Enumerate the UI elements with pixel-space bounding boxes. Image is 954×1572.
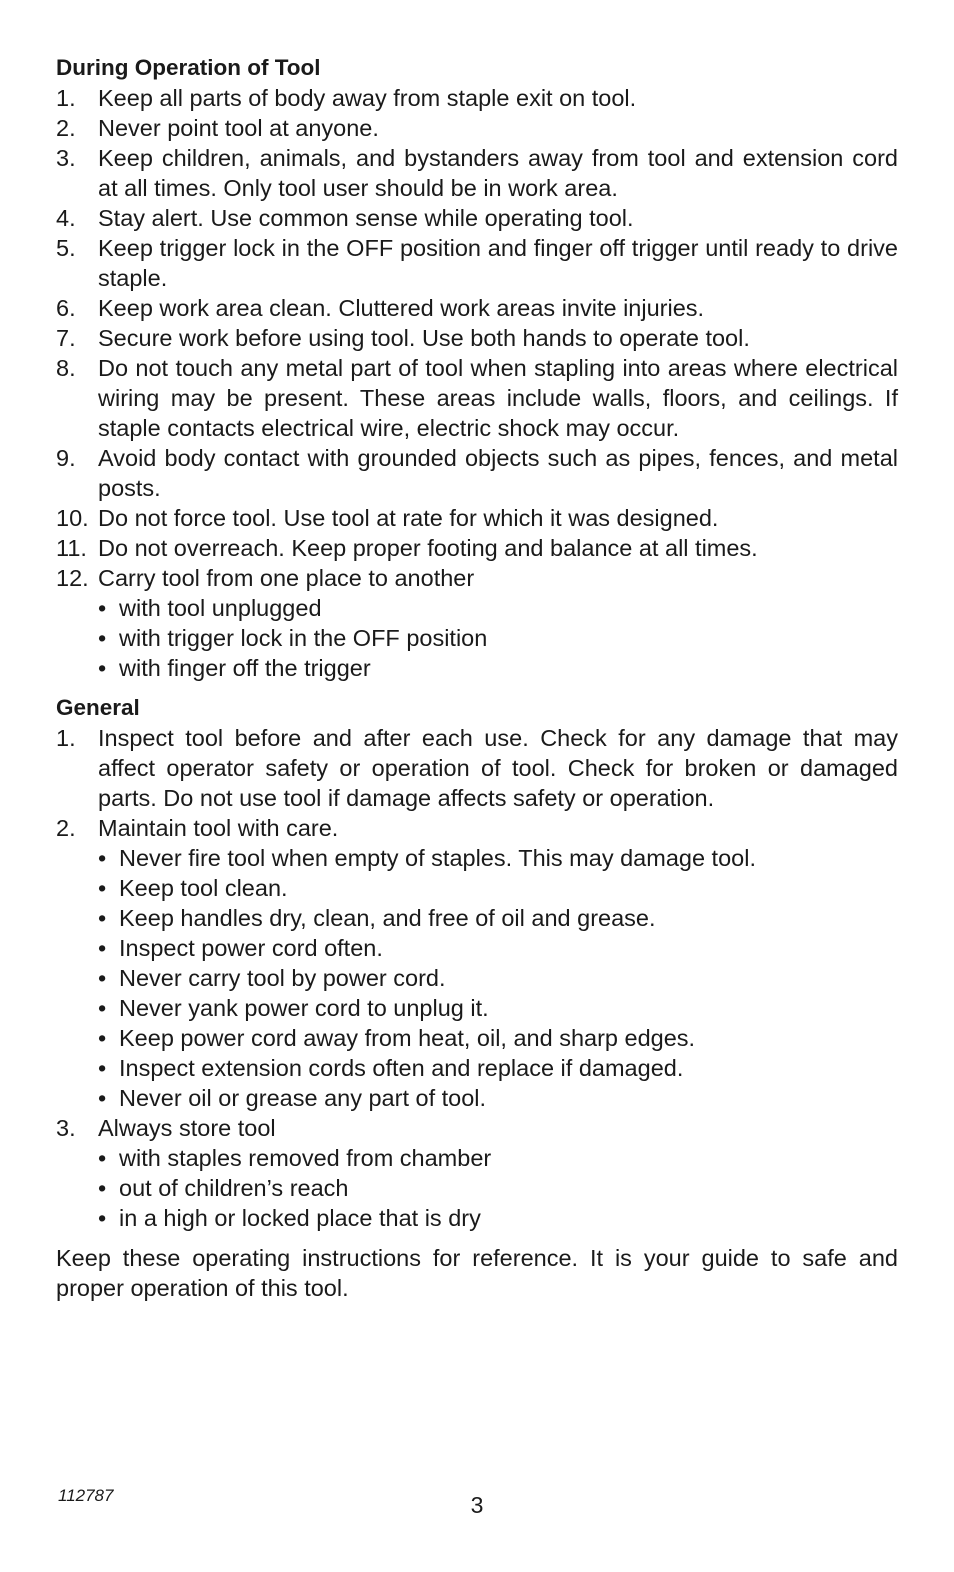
bullet-mark: • — [98, 965, 107, 991]
list-item-number: 5. — [56, 235, 76, 261]
list-item-number: 1. — [56, 85, 76, 111]
bullet-text: Inspect extension cords often and replace if damaged. — [119, 1055, 684, 1081]
bullet-mark: • — [98, 1145, 107, 1171]
list-item-number: 8. — [56, 355, 76, 381]
list-item-text: Do not overreach. Keep proper footing and balance at all times. — [98, 535, 758, 561]
bullet-item — [56, 1173, 898, 1203]
bullet-mark: • — [98, 1025, 107, 1051]
list-item — [56, 293, 898, 323]
bullet-item — [56, 993, 898, 1023]
bullet-text: out of children’s reach — [119, 1175, 349, 1201]
list-item-number: 10. — [56, 505, 89, 531]
list-item-number: 4. — [56, 205, 76, 231]
bullet-mark: • — [98, 905, 107, 931]
list-item-number: 2. — [56, 815, 76, 841]
bullet-text: Never oil or grease any part of tool. — [119, 1085, 487, 1111]
bullet-item — [56, 873, 898, 903]
list-item-number: 11. — [56, 535, 87, 561]
list-item-number: 9. — [56, 445, 76, 471]
bullet-item — [56, 963, 898, 993]
bullet-mark: • — [98, 935, 107, 961]
list-item-number: 12. — [56, 565, 89, 591]
bullet-item — [56, 653, 898, 683]
list-item — [56, 563, 898, 593]
list-item — [56, 203, 898, 233]
list-item — [56, 503, 898, 533]
bullet-item — [56, 1143, 898, 1173]
bullet-text: Keep handles dry, clean, and free of oil and grease. — [119, 905, 656, 931]
list-item — [56, 813, 898, 843]
bullet-mark: • — [98, 995, 107, 1021]
list-item-text: Always store tool — [98, 1115, 276, 1141]
section-heading-general: General — [56, 695, 140, 720]
list-item — [56, 723, 898, 813]
bullet-text: Keep power cord away from heat, oil, and sharp edges. — [119, 1025, 696, 1051]
bullet-mark: • — [98, 595, 107, 621]
general-list — [56, 723, 898, 1233]
bullet-item — [56, 1203, 898, 1233]
list-item — [56, 533, 898, 563]
list-item — [56, 113, 898, 143]
list-item-text: Do not force tool. Use tool at rate for which it was designed. — [98, 505, 719, 531]
list-item-text: Stay alert. Use common sense while operating tool. — [98, 205, 634, 231]
list-item-number: 7. — [56, 325, 76, 351]
bullet-mark: • — [98, 1175, 107, 1201]
list-item-text: Maintain tool with care. — [98, 815, 339, 841]
list-item-text: Keep work area clean. Cluttered work areas invite injuries. — [98, 295, 705, 321]
section-heading-operation: During Operation of Tool — [56, 55, 321, 80]
document-number: 112787 — [58, 1486, 114, 1505]
document-body — [56, 53, 898, 1303]
bullet-text: in a high or locked place that is dry — [119, 1205, 481, 1231]
list-item — [56, 143, 898, 203]
list-item-text: Never point tool at anyone. — [98, 115, 379, 141]
list-item-text: Carry tool from one place to another — [98, 565, 475, 591]
list-item-text: Secure work before using tool. Use both hands to operate tool. — [98, 325, 750, 351]
bullet-mark: • — [98, 1085, 107, 1111]
bullet-text: Keep tool clean. — [119, 875, 288, 901]
bullet-item — [56, 1023, 898, 1053]
list-item-text: Do not touch any metal part of tool when stapling into areas where electrical wiring may be present. These areas include walls, floors, and ceilings. If staple contacts electrical wire, electric shock may occur. — [98, 355, 898, 441]
bullet-item — [56, 593, 898, 623]
list-item — [56, 443, 898, 503]
list-item — [56, 83, 898, 113]
list-item-number: 3. — [56, 145, 76, 171]
bullet-mark: • — [98, 1205, 107, 1231]
bullet-text: with finger off the trigger — [119, 655, 371, 681]
list-item-text: Keep children, animals, and bystanders away from tool and extension cord at all times. Only tool user should be in work area. — [98, 145, 898, 201]
operation-list — [56, 83, 898, 683]
bullet-item — [56, 933, 898, 963]
bullet-item — [56, 1083, 898, 1113]
list-item-number: 3. — [56, 1115, 76, 1141]
bullet-mark: • — [98, 875, 107, 901]
bullet-item — [56, 843, 898, 873]
list-item-number: 1. — [56, 725, 76, 751]
bullet-text: Never yank power cord to unplug it. — [119, 995, 489, 1021]
bullet-mark: • — [98, 655, 107, 681]
list-item — [56, 1113, 898, 1143]
bullet-mark: • — [98, 625, 107, 651]
list-item-text: Inspect tool before and after each use. Check for any damage that may affect operator safety or operation of tool. Check for broken or damaged parts. Do not use tool if damage affects safety or operation. — [98, 725, 898, 811]
bullet-mark: • — [98, 1055, 107, 1081]
list-item-text: Avoid body contact with grounded objects such as pipes, fences, and metal posts. — [98, 445, 898, 501]
list-item — [56, 233, 898, 293]
list-item-number: 6. — [56, 295, 76, 321]
page-number: 3 — [470, 1492, 484, 1518]
bullet-text: Never carry tool by power cord. — [119, 965, 446, 991]
list-item-number: 2. — [56, 115, 76, 141]
bullet-text: with tool unplugged — [119, 595, 322, 621]
list-item-text: Keep trigger lock in the OFF position and finger off trigger until ready to drive staple. — [98, 235, 898, 291]
bullet-mark: • — [98, 845, 107, 871]
bullet-item — [56, 903, 898, 933]
closing-paragraph: Keep these operating instructions for reference. It is your guide to safe and proper operation of this tool. — [56, 1245, 898, 1301]
list-item — [56, 323, 898, 353]
list-item-text: Keep all parts of body away from staple exit on tool. — [98, 85, 637, 111]
bullet-text: Inspect power cord often. — [119, 935, 383, 961]
bullet-text: with trigger lock in the OFF position — [119, 625, 488, 651]
bullet-text: Never fire tool when empty of staples. This may damage tool. — [119, 845, 756, 871]
bullet-item — [56, 623, 898, 653]
bullet-item — [56, 1053, 898, 1083]
list-item — [56, 353, 898, 443]
bullet-text: with staples removed from chamber — [119, 1145, 492, 1171]
